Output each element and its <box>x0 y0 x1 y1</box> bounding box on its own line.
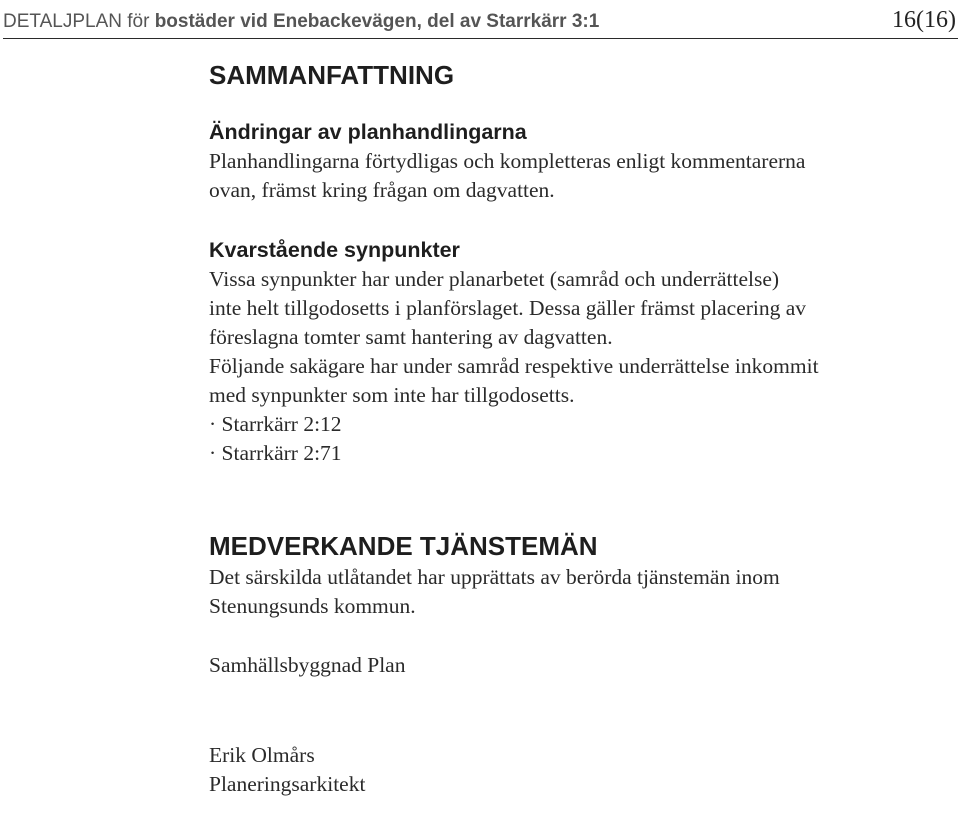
text-line: Vissa synpunkter har under planarbetet (samråd och underrättelse) <box>209 267 780 291</box>
page-number: 16(16) <box>892 7 956 33</box>
page-header <box>3 6 958 39</box>
summary-heading: SAMMANFATTNING <box>209 60 455 90</box>
text-line: Stenungsunds kommun. <box>209 594 416 618</box>
text-line: inte helt tillgodosetts i planförslaget. Dessa gäller främst placering av <box>209 296 807 320</box>
list-item: · Starrkärr 2:71 <box>209 441 342 465</box>
changes-paragraph <box>209 147 949 205</box>
text-line: Följande sakägare har under samråd respektive underrättelse inkommit <box>209 354 819 378</box>
text-line: Planhandlingarna förtydligas och kompletteras enligt kommentarerna <box>209 149 806 173</box>
text-line: ovan, främst kring frågan om dagvatten. <box>209 178 555 202</box>
changes-heading: Ändringar av planhandlingarna <box>209 120 527 144</box>
text-line: föreslagna tomter samt hantering av dagvatten. <box>209 325 613 349</box>
remaining-paragraph <box>209 265 949 468</box>
signer-title: Planeringsarkitekt <box>209 772 366 796</box>
signer-name: Erik Olmårs <box>209 743 315 767</box>
list-item: · Starrkärr 2:12 <box>209 412 342 436</box>
signature-block <box>209 741 949 799</box>
document-title <box>3 11 599 33</box>
text-line: med synpunkter som inte har tillgodosetts. <box>209 383 575 407</box>
document-body <box>209 58 949 799</box>
officials-heading: MEDVERKANDE TJÄNSTEMÄN <box>209 531 598 561</box>
text-line: Det särskilda utlåtandet har upprättats av berörda tjänstemän inom <box>209 565 780 589</box>
department-name: Samhällsbyggnad Plan <box>209 653 406 677</box>
document-title-main: bostäder vid Enebackevägen, del av Starrkärr 3:1 <box>154 11 600 32</box>
remaining-heading: Kvarstående synpunkter <box>209 238 460 262</box>
officials-paragraph <box>209 563 949 621</box>
document-title-prefix: DETALJPLAN för <box>3 11 155 32</box>
